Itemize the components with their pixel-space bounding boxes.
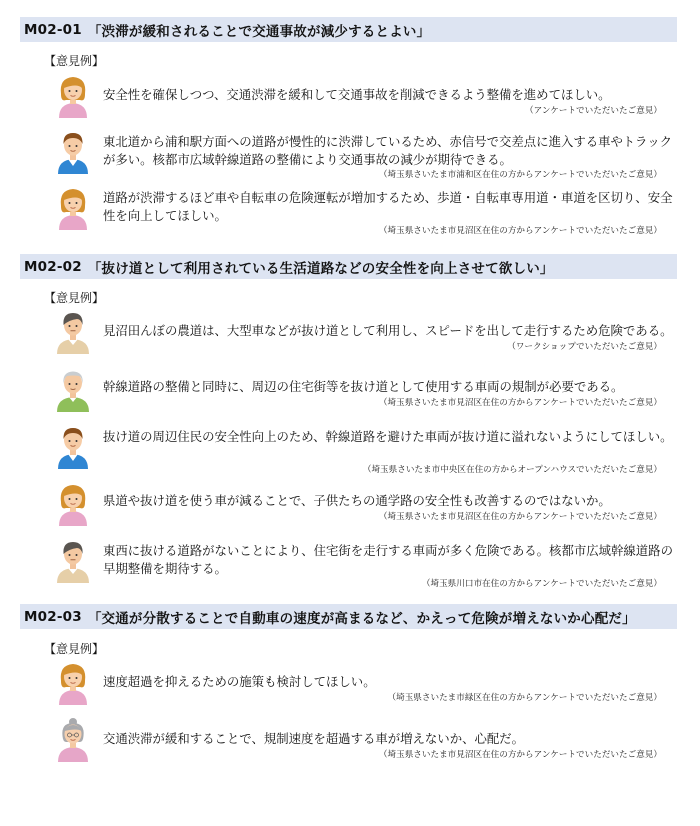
opinion-text: 安全性を確保しつつ、交通渋滞を緩和して交通事故を削減できるよう整備を進めてほしい。 — [103, 87, 611, 102]
opinion-source: （埼玉県さいたま市浦和区在住の方からアンケートでいただいたご意見） — [378, 170, 662, 180]
opinion-text: 交通渋滞が緩和することで、規制速度を超過する車が増えないか、心配だ。 — [103, 731, 525, 746]
woman-avatar-icon — [53, 480, 93, 526]
example-label: 【意見例】 — [44, 54, 105, 68]
opinion-text: 東西に抜ける道路がないことにより、住宅街を走行する車両が多く危険である。核都市広域幹線道路の早期整備を期待する。 — [103, 543, 673, 576]
opinion-text: 道路が渋滞するほど車や自転車の危険運転が増加するため、歩道・自転車専用道・車道を区切り、安全性を向上してほしい。 — [103, 190, 673, 223]
opinion-text: 抜け道の周辺住民の安全性向上のため、幹線道路を避けた車両が抜け道に溢れないようにしてほしい。 — [103, 429, 673, 444]
opinion-text: 県道や抜け道を使う車が減ることで、子供たちの通学路の安全性も改善するのではないか。 — [103, 493, 611, 508]
opinion-source: （埼玉県さいたま市見沼区在住の方からアンケートでいただいたご意見） — [378, 226, 662, 236]
section-title: 「抜け道として利用されている生活道路などの安全性を向上させて欲しい」 — [87, 260, 554, 277]
man-avatar-icon — [53, 423, 93, 469]
opinion-source: （ワークショップでいただいたご意見） — [507, 342, 662, 352]
opinion-text: 東北道から浦和駅方面への道路が慢性的に渋滞しているため、赤信号で交差点に進入する車やトラックが多い。核都市広域幹線道路の整備により交通事故の減少が期待できる。 — [103, 134, 672, 167]
opinion-text: 見沼田んぼの農道は、大型車などが抜け道として利用し、スピードを出して走行するため危険である。 — [103, 323, 673, 338]
opinion-text: 速度超過を抑えるための施策も検討してほしい。 — [103, 674, 376, 689]
opinion-source: （埼玉県さいたま市中央区在住の方からオープンハウスでいただいたご意見） — [362, 465, 662, 475]
section-header — [20, 604, 677, 629]
middle-aged-man-avatar-icon — [53, 537, 93, 583]
opinion-source: （埼玉県川口市在住の方からアンケートでいただいたご意見） — [421, 579, 662, 589]
woman-avatar-icon — [53, 72, 93, 118]
opinion-source: （埼玉県さいたま市見沼区在住の方からアンケートでいただいたご意見） — [378, 750, 662, 760]
section-code: M02-03 — [24, 608, 82, 625]
opinion-source: （埼玉県さいたま市緑区在住の方からアンケートでいただいたご意見） — [387, 693, 662, 703]
example-label: 【意見例】 — [44, 291, 105, 305]
section-header — [20, 254, 677, 279]
elderly-woman-avatar-icon — [53, 716, 93, 762]
section-header — [20, 17, 677, 42]
middle-aged-man-avatar-icon — [53, 308, 93, 354]
opinion-source: （アンケートでいただいたご意見） — [525, 106, 662, 116]
woman-avatar-icon — [53, 184, 93, 230]
section-title: 「渋滞が緩和されることで交通事故が減少するとよい」 — [87, 23, 431, 40]
woman-avatar-icon — [53, 659, 93, 705]
opinion-text: 幹線道路の整備と同時に、周辺の住宅街等を抜け道として使用する車両の規制が必要である。 — [103, 379, 624, 394]
man-avatar-icon — [53, 128, 93, 174]
section-code: M02-01 — [24, 21, 82, 38]
section-code: M02-02 — [24, 258, 82, 275]
section-title: 「交通が分散することで自動車の速度が高まるなど、かえって危険が増えないか心配だ」 — [87, 610, 636, 627]
elderly-man-avatar-icon — [53, 366, 93, 412]
example-label: 【意見例】 — [44, 642, 105, 656]
opinion-source: （埼玉県さいたま市見沼区在住の方からアンケートでいただいたご意見） — [378, 512, 662, 522]
opinion-source: （埼玉県さいたま市見沼区在住の方からアンケートでいただいたご意見） — [378, 398, 662, 408]
